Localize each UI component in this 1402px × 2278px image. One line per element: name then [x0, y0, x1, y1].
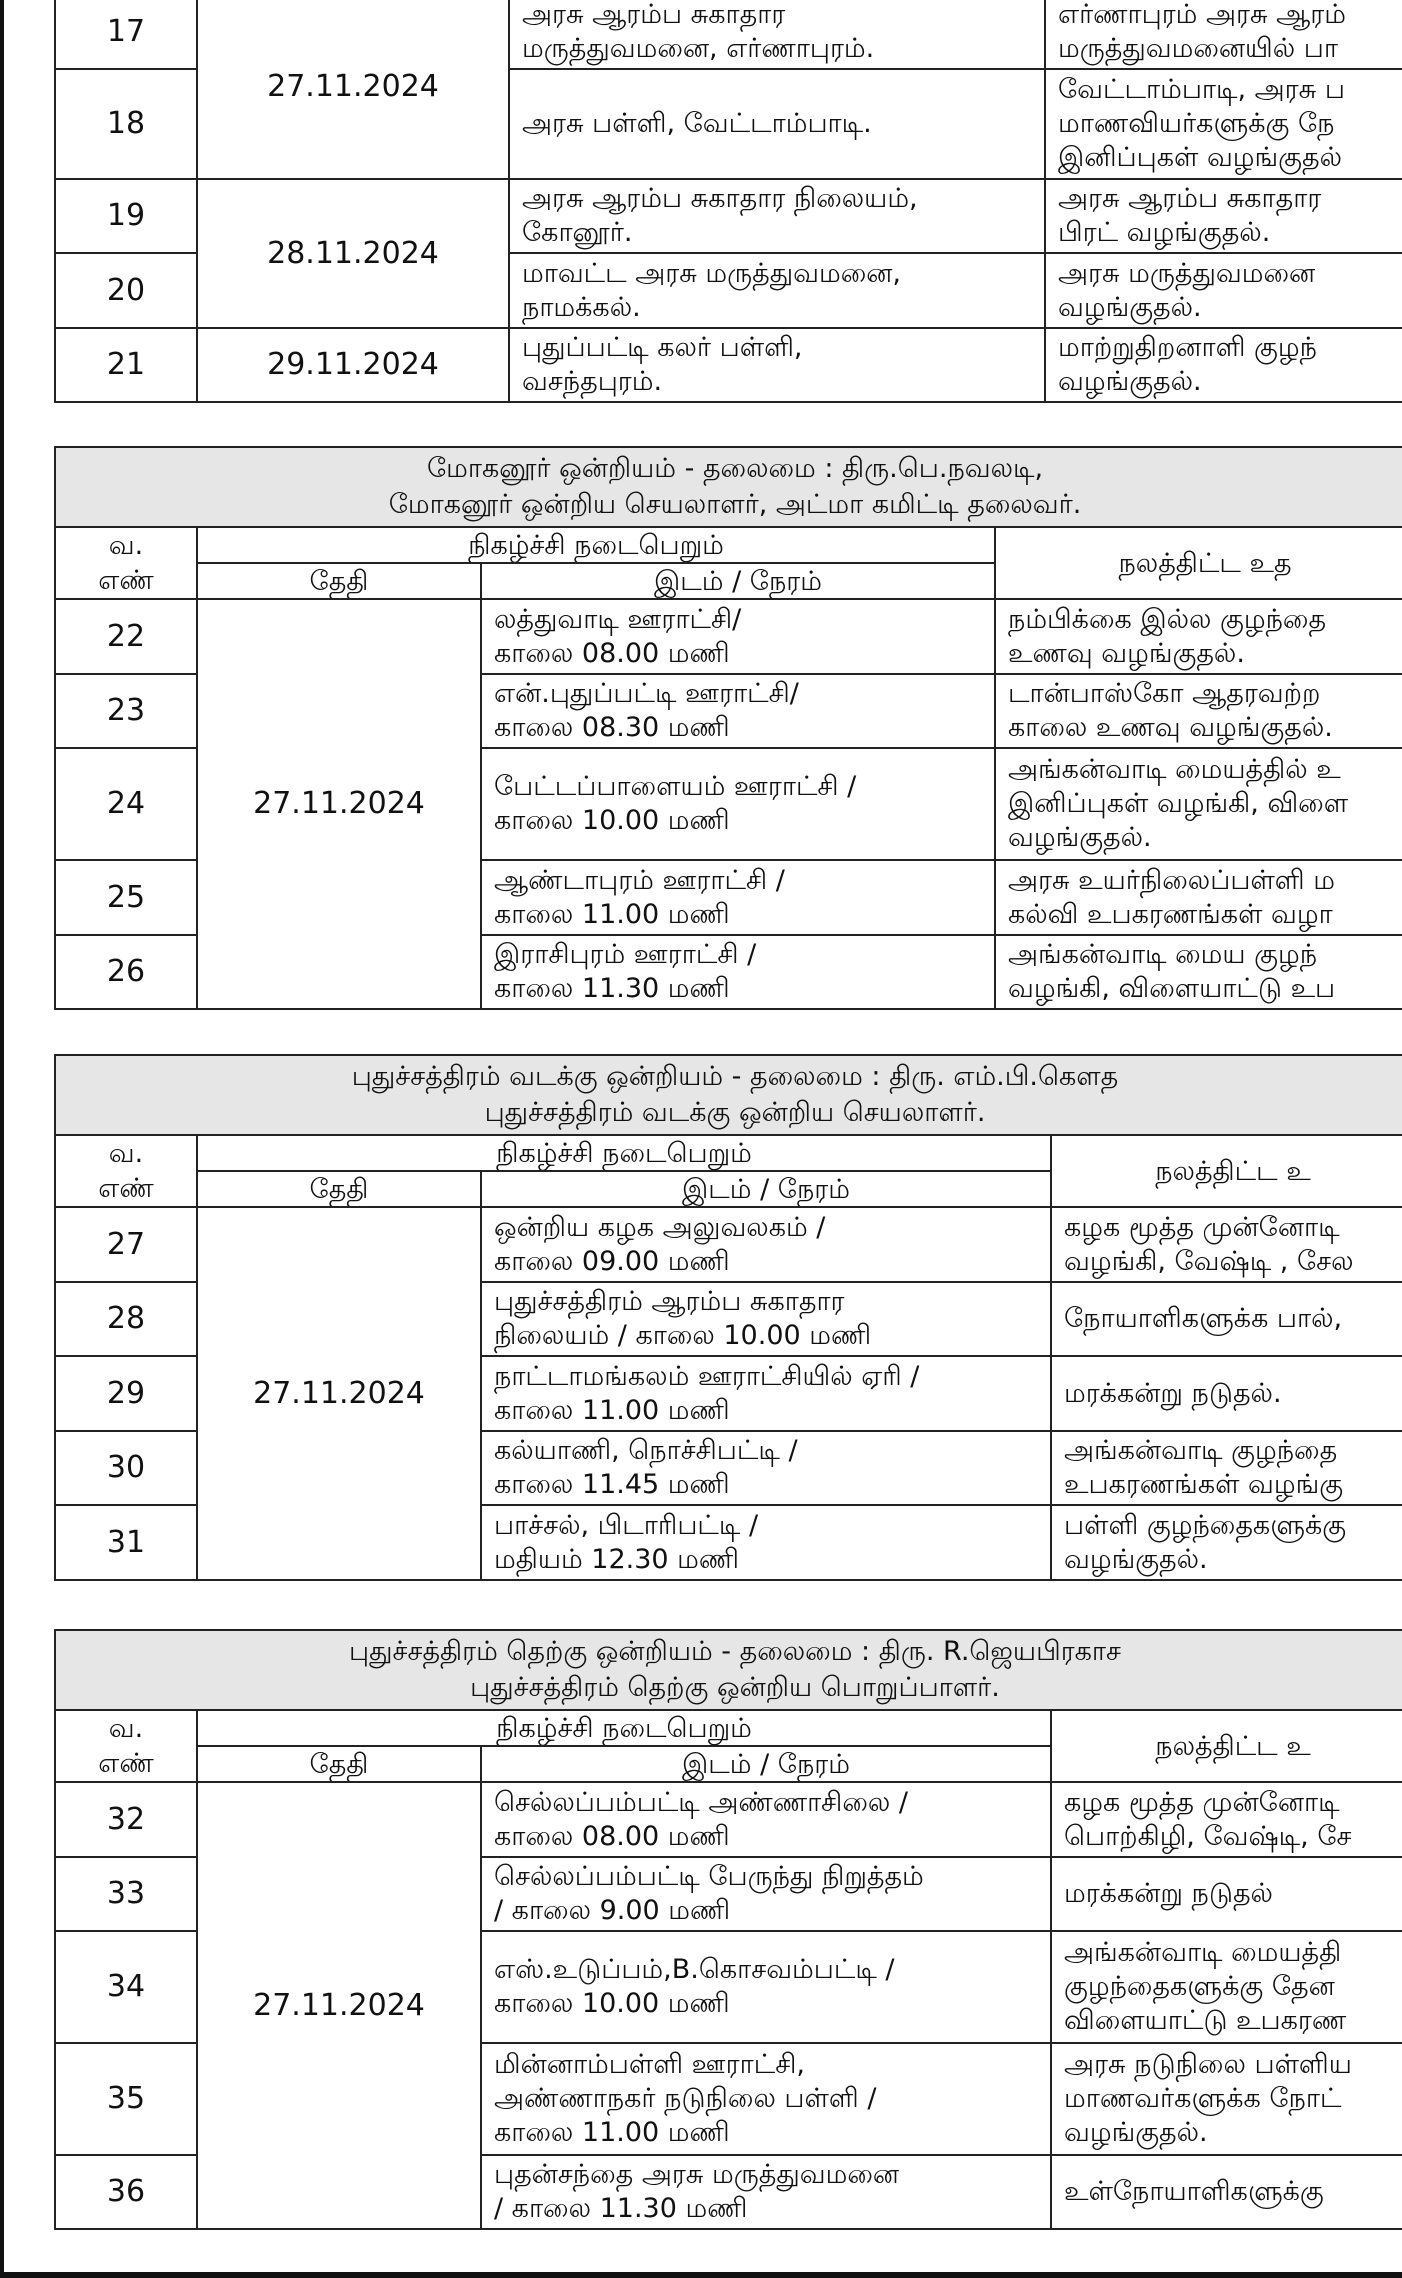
- place-cell: புதன்சந்தை அரசு மருத்துவமனை / காலை 11.30 மணி: [481, 2155, 1051, 2229]
- section-title: புதுச்சத்திரம் தெற்கு ஒன்றியம் - தலைமை : திரு. R.ஜெயபிரகாச புதுச்சத்திரம் தெற்கு ஒன்றிய பொறுப்பாளர்.: [55, 1630, 1402, 1710]
- row-number: 27: [55, 1207, 197, 1282]
- row-number: 21: [55, 328, 197, 402]
- sno-header: வ.: [55, 1710, 197, 1746]
- row-number: 22: [55, 599, 197, 674]
- row-number: 23: [55, 674, 197, 748]
- row-number: 24: [55, 748, 197, 860]
- benefit-cell: வேட்டாம்பாடி, அரசு ப மாணவியர்களுக்கு நே இனிப்புகள் வழங்குதல்: [1045, 69, 1402, 179]
- place-cell: அரசு ஆரம்ப சுகாதார நிலையம், கோனூர்.: [509, 179, 1045, 253]
- place-cell: கல்யாணி, நொச்சிபட்டி / காலை 11.45 மணி: [481, 1431, 1051, 1505]
- place-header: இடம் / நேரம்: [481, 1171, 1051, 1207]
- benefit-cell: கழக மூத்த முன்னோடி வழங்கி, வேஷ்டி , சேல: [1051, 1207, 1402, 1282]
- place-cell: ஆண்டாபுரம் ஊராட்சி / காலை 11.00 மணி: [481, 860, 995, 935]
- benefit-header: நலத்திட்ட உ: [1051, 1710, 1402, 1782]
- date-cell: 28.11.2024: [197, 179, 509, 328]
- place-header: இடம் / நேரம்: [481, 563, 995, 599]
- row-number: 18: [55, 69, 197, 179]
- place-cell: செல்லப்பம்பட்டி அண்ணாசிலை / காலை 08.00 மணி: [481, 1782, 1051, 1857]
- row-number: 36: [55, 2155, 197, 2229]
- place-cell: எஸ்.உடுப்பம்,B.கொசவம்பட்டி / காலை 10.00 மணி: [481, 1931, 1051, 2043]
- date-cell: 27.11.2024: [197, 1207, 481, 1580]
- benefit-header: நலத்திட்ட உத: [995, 527, 1402, 599]
- program-table-puduchatram-north: [54, 1054, 1402, 1581]
- place-cell: மாவட்ட அரசு மருத்துவமனை, நாமக்கல்.: [509, 253, 1045, 328]
- row-number: 26: [55, 935, 197, 1009]
- header-row: [55, 1710, 1402, 1746]
- benefit-cell: கழக மூத்த முன்னோடி பொற்கிழி, வேஷ்டி, சே: [1051, 1782, 1402, 1857]
- benefit-cell: நம்பிக்கை இல்ல குழந்தை உணவு வழங்குதல்.: [995, 599, 1402, 674]
- benefit-cell: மரக்கன்று நடுதல்: [1051, 1857, 1402, 1931]
- benefit-cell: அங்கன்வாடி மையத்தி குழந்தைகளுக்கு தேன விளையாட்டு உபகரண: [1051, 1931, 1402, 2043]
- benefit-cell: அரசு உயர்நிலைப்பள்ளி ம கல்வி உபகரணங்கள் வழா: [995, 860, 1402, 935]
- sno-header: எண்: [55, 563, 197, 599]
- header-row: [55, 1135, 1402, 1171]
- row-number: 28: [55, 1282, 197, 1356]
- table-row: [55, 1207, 1402, 1282]
- table-row: [55, 328, 1402, 402]
- row-number: 31: [55, 1505, 197, 1580]
- place-cell: இராசிபுரம் ஊராட்சி / காலை 11.30 மணி: [481, 935, 995, 1009]
- event-header: நிகழ்ச்சி நடைபெறும்: [197, 1710, 1051, 1746]
- date-cell: 29.11.2024: [197, 328, 509, 402]
- benefit-cell: அங்கன்வாடி மையத்தில் உ இனிப்புகள் வழங்கி, விளை வழங்குதல்.: [995, 748, 1402, 860]
- place-cell: மின்னாம்பள்ளி ஊராட்சி, அண்ணாநகர் நடுநிலை பள்ளி / காலை 11.00 மணி: [481, 2043, 1051, 2155]
- benefit-cell: எர்ணாபுரம் அரசு ஆரம் மருத்துவமனையில் பா: [1045, 0, 1402, 69]
- date-header: தேதி: [197, 1171, 481, 1207]
- place-cell: அரசு பள்ளி, வேட்டாம்பாடி.: [509, 69, 1045, 179]
- row-number: 35: [55, 2043, 197, 2155]
- program-table-mohanur: [54, 446, 1402, 1010]
- row-number: 17: [55, 0, 197, 69]
- event-header: நிகழ்ச்சி நடைபெறும்: [197, 527, 995, 563]
- benefit-cell: உள்நோயாளிகளுக்கு: [1051, 2155, 1402, 2229]
- section-title: மோகனூர் ஒன்றியம் - தலைமை : திரு.பெ.நவலடி, மோகனூர் ஒன்றிய செயலாளர், அட்மா கமிட்டி தலைவர்.: [55, 447, 1402, 527]
- sno-header: எண்: [55, 1171, 197, 1207]
- place-cell: அரசு ஆரம்ப சுகாதார மருத்துவமனை, எர்ணாபுரம்.: [509, 0, 1045, 69]
- place-cell: பேட்டப்பாளையம் ஊராட்சி / காலை 10.00 மணி: [481, 748, 995, 860]
- header-row: [55, 527, 1402, 563]
- row-number: 30: [55, 1431, 197, 1505]
- section-title: புதுச்சத்திரம் வடக்கு ஒன்றியம் - தலைமை : திரு. எம்.பி.கௌத புதுச்சத்திரம் வடக்கு ஒன்றிய செயலாளர்.: [55, 1055, 1402, 1135]
- place-cell: புதுப்பட்டி கலர் பள்ளி, வசந்தபுரம்.: [509, 328, 1045, 402]
- benefit-cell: அரசு ஆரம்ப சுகாதார பிரட் வழங்குதல்.: [1045, 179, 1402, 253]
- sno-header: வ.: [55, 527, 197, 563]
- benefit-cell: நோயாளிகளுக்க பால்,: [1051, 1282, 1402, 1356]
- date-cell: 27.11.2024: [197, 0, 509, 179]
- benefit-header: நலத்திட்ட உ: [1051, 1135, 1402, 1207]
- date-header: தேதி: [197, 1746, 481, 1782]
- row-number: 25: [55, 860, 197, 935]
- place-cell: லத்துவாடி ஊராட்சி/ காலை 08.00 மணி: [481, 599, 995, 674]
- table-row: [55, 599, 1402, 674]
- table-row: [55, 0, 1402, 69]
- place-cell: செல்லப்பம்பட்டி பேருந்து நிறுத்தம் / காலை 9.00 மணி: [481, 1857, 1051, 1931]
- table-row: [55, 1782, 1402, 1857]
- program-table-puduchatram-south: [54, 1629, 1402, 2230]
- place-cell: ஒன்றிய கழக அலுவலகம் / காலை 09.00 மணி: [481, 1207, 1051, 1282]
- date-cell: 27.11.2024: [197, 599, 481, 1009]
- row-number: 20: [55, 253, 197, 328]
- row-number: 32: [55, 1782, 197, 1857]
- row-number: 19: [55, 179, 197, 253]
- date-header: தேதி: [197, 563, 481, 599]
- place-cell: பாச்சல், பிடாரிபட்டி / மதியம் 12.30 மணி: [481, 1505, 1051, 1580]
- benefit-cell: அரசு நடுநிலை பள்ளிய மாணவர்களுக்க நோட் வழங்குதல்.: [1051, 2043, 1402, 2155]
- date-cell: 27.11.2024: [197, 1782, 481, 2229]
- place-header: இடம் / நேரம்: [481, 1746, 1051, 1782]
- benefit-cell: மரக்கன்று நடுதல்.: [1051, 1356, 1402, 1431]
- benefit-cell: மாற்றுதிறனாளி குழந் வழங்குதல்.: [1045, 328, 1402, 402]
- benefit-cell: அரசு மருத்துவமனை வழங்குதல்.: [1045, 253, 1402, 328]
- benefit-cell: டான்பாஸ்கோ ஆதரவற்ற காலை உணவு வழங்குதல்.: [995, 674, 1402, 748]
- benefit-cell: அங்கன்வாடி குழந்தை உபகரணங்கள் வழங்கு: [1051, 1431, 1402, 1505]
- place-cell: புதுச்சத்திரம் ஆரம்ப சுகாதார நிலையம் / காலை 10.00 மணி: [481, 1282, 1051, 1356]
- event-header: நிகழ்ச்சி நடைபெறும்: [197, 1135, 1051, 1171]
- place-cell: நாட்டாமங்கலம் ஊராட்சியில் ஏரி / காலை 11.00 மணி: [481, 1356, 1051, 1431]
- row-number: 33: [55, 1857, 197, 1931]
- benefit-cell: அங்கன்வாடி மைய குழந் வழங்கி, விளையாட்டு உப: [995, 935, 1402, 1009]
- place-cell: என்.புதுப்பட்டி ஊராட்சி/ காலை 08.30 மணி: [481, 674, 995, 748]
- sno-header: எண்: [55, 1746, 197, 1782]
- benefit-cell: பள்ளி குழந்தைகளுக்கு வழங்குதல்.: [1051, 1505, 1402, 1580]
- row-number: 34: [55, 1931, 197, 2043]
- program-table-top: [54, 0, 1402, 403]
- row-number: 29: [55, 1356, 197, 1431]
- sno-header: வ.: [55, 1135, 197, 1171]
- table-row: [55, 179, 1402, 253]
